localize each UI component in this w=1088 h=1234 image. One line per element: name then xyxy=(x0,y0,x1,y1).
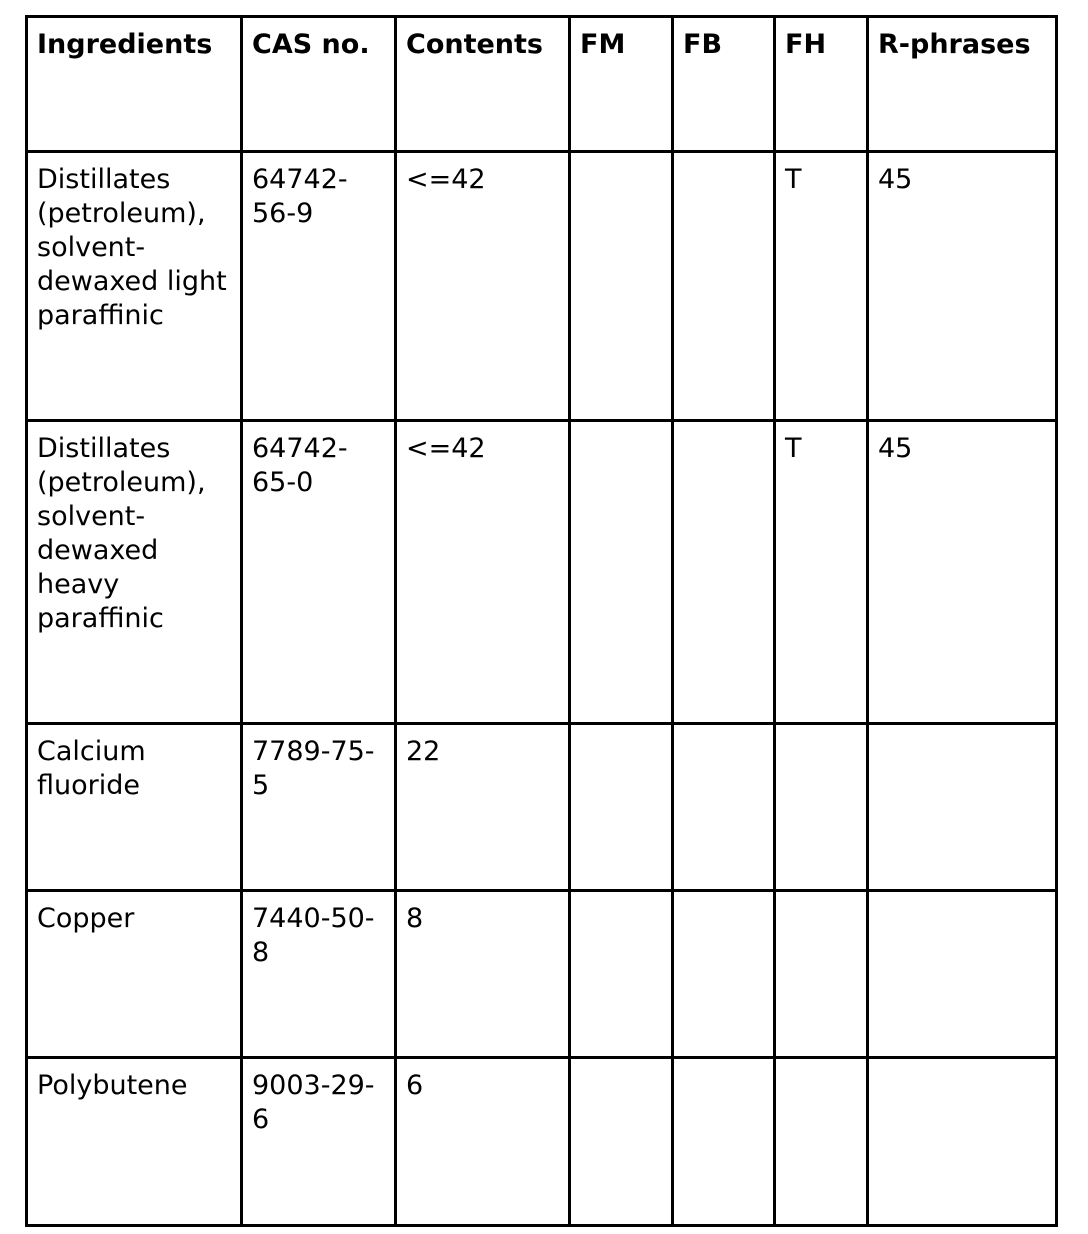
header-r-phrases: R-phrases xyxy=(868,17,1057,152)
header-ingredients: Ingredients xyxy=(27,17,242,152)
table-row xyxy=(27,891,1057,1058)
table-row xyxy=(27,421,1057,724)
cell-fb xyxy=(673,724,775,891)
cell-ingredient: Distillates (petroleum), solvent-dewaxed heavy paraffinic xyxy=(27,421,242,724)
cell-fm xyxy=(570,152,673,421)
cell-fm xyxy=(570,724,673,891)
cell-ingredient: Distillates (petroleum), solvent-dewaxed light paraffinic xyxy=(27,152,242,421)
cell-contents: 22 xyxy=(396,724,570,891)
cell-fb xyxy=(673,1058,775,1226)
cell-r-phrases: 45 xyxy=(868,152,1057,421)
cell-fh xyxy=(775,891,868,1058)
cell-fb xyxy=(673,891,775,1058)
header-fm: FM xyxy=(570,17,673,152)
cell-contents: <=42 xyxy=(396,152,570,421)
cell-fm xyxy=(570,421,673,724)
cell-r-phrases xyxy=(868,1058,1057,1226)
table-row xyxy=(27,1058,1057,1226)
cell-cas: 7440-50-8 xyxy=(242,891,396,1058)
cell-ingredient: Copper xyxy=(27,891,242,1058)
cell-r-phrases xyxy=(868,891,1057,1058)
ingredients-table xyxy=(25,15,1058,1227)
cell-cas: 7789-75-5 xyxy=(242,724,396,891)
header-fb: FB xyxy=(673,17,775,152)
cell-cas: 64742-65-0 xyxy=(242,421,396,724)
cell-r-phrases xyxy=(868,724,1057,891)
cell-fh: T xyxy=(775,152,868,421)
header-row xyxy=(27,17,1057,152)
cell-ingredient: Calcium fluoride xyxy=(27,724,242,891)
cell-ingredient: Polybutene xyxy=(27,1058,242,1226)
table-row xyxy=(27,724,1057,891)
header-contents: Contents xyxy=(396,17,570,152)
cell-fb xyxy=(673,421,775,724)
cell-fh xyxy=(775,724,868,891)
cell-fm xyxy=(570,1058,673,1226)
cell-fb xyxy=(673,152,775,421)
cell-contents: 6 xyxy=(396,1058,570,1226)
cell-contents: 8 xyxy=(396,891,570,1058)
header-cas-no: CAS no. xyxy=(242,17,396,152)
cell-cas: 9003-29-6 xyxy=(242,1058,396,1226)
table-row xyxy=(27,152,1057,421)
cell-fm xyxy=(570,891,673,1058)
cell-r-phrases: 45 xyxy=(868,421,1057,724)
cell-cas: 64742-56-9 xyxy=(242,152,396,421)
cell-fh xyxy=(775,1058,868,1226)
cell-fh: T xyxy=(775,421,868,724)
cell-contents: <=42 xyxy=(396,421,570,724)
header-fh: FH xyxy=(775,17,868,152)
